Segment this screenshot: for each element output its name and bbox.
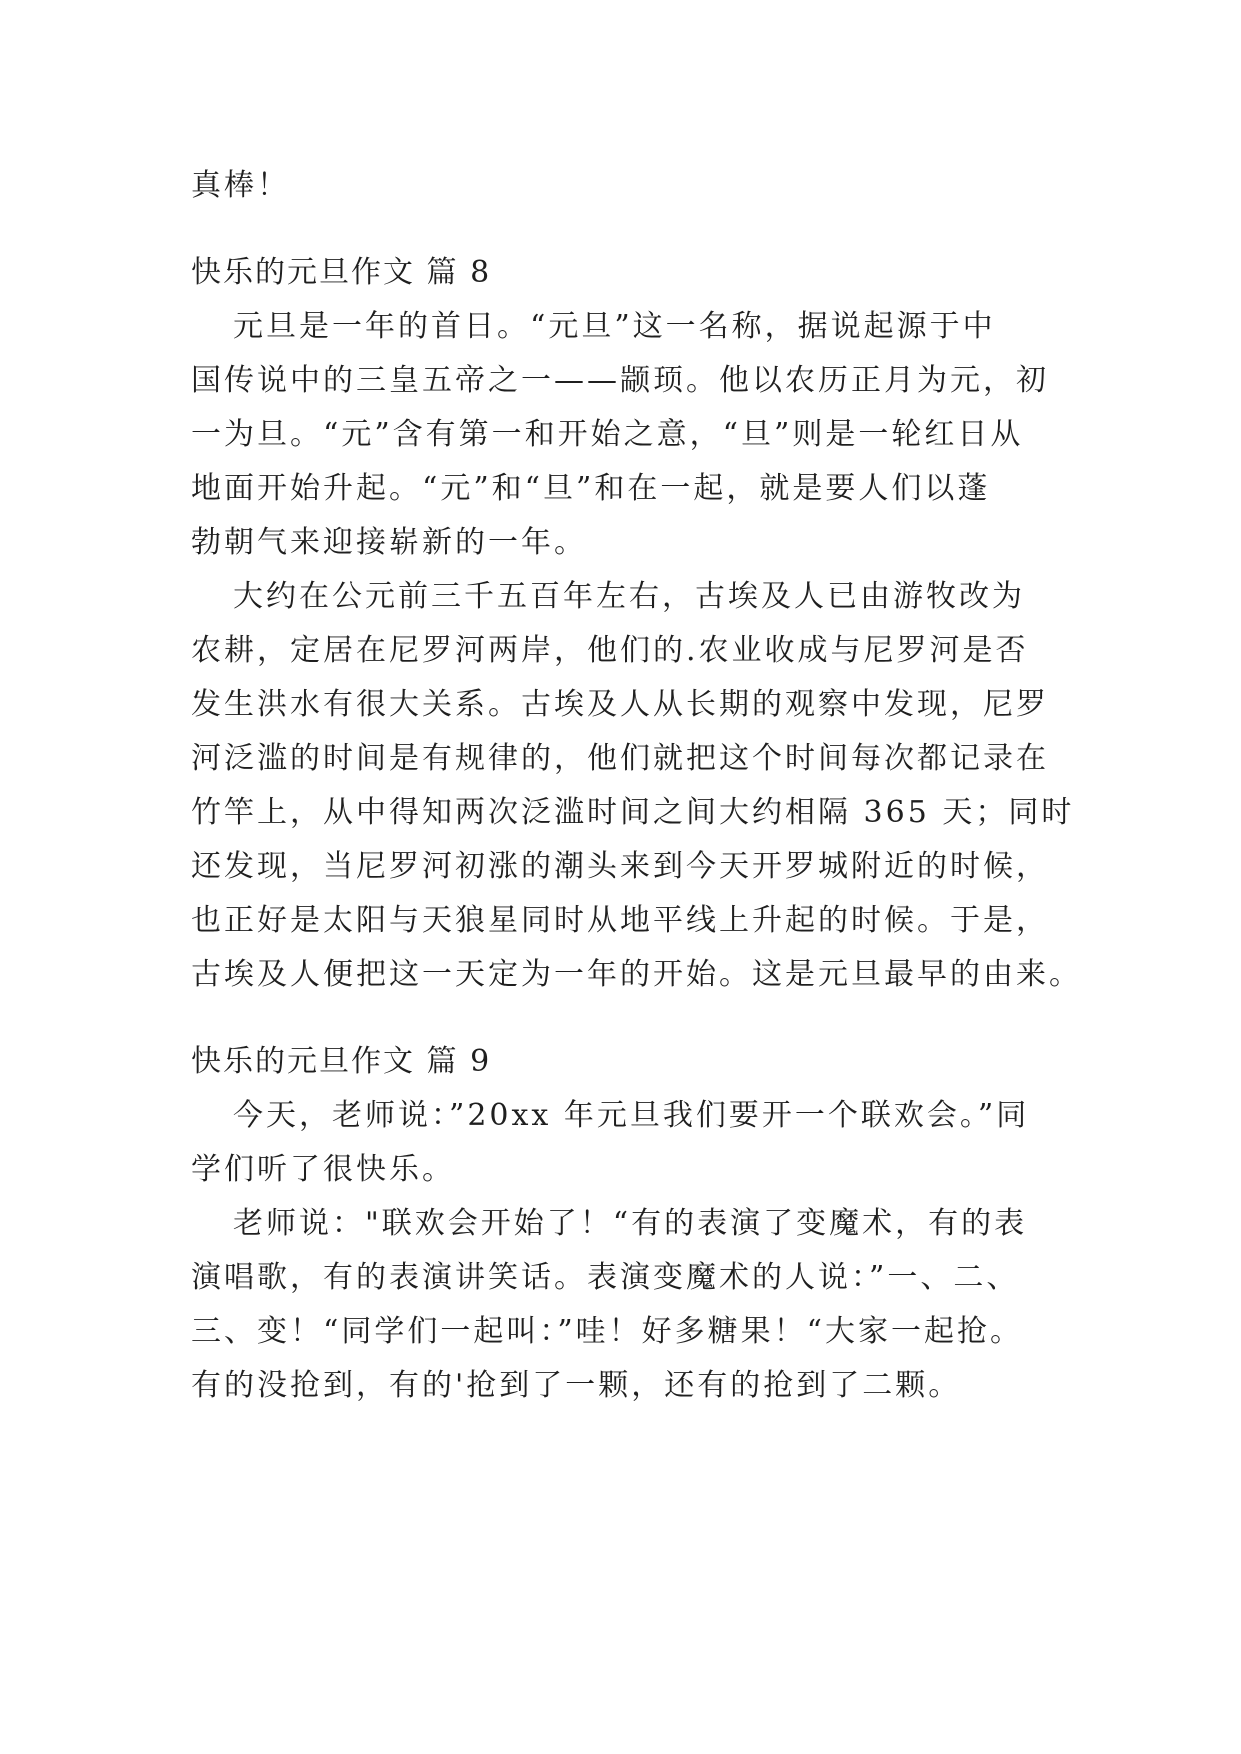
s8-p2-line-4: 河泛滥的时间是有规律的，他们就把这个时间每次都记录在 <box>191 741 1049 776</box>
s8-p2-line-3: 发生洪水有很大关系。古埃及人从长期的观察中发现，尼罗 <box>191 687 1049 722</box>
s8-p1-line-1: 元旦是一年的首日。“元旦”这一名称，据说起源于中 <box>233 309 996 344</box>
s8-p2-line-8: 古埃及人便把这一天定为一年的开始。这是元旦最早的由来。 <box>191 957 1082 992</box>
prev-ending-text: 真棒！ <box>191 168 290 203</box>
s8-p2-line-6: 还发现，当尼罗河初涨的潮头来到今天开罗城附近的时候， <box>191 849 1049 884</box>
s8-p1-line-5: 勃朝气来迎接崭新的一年。 <box>191 525 587 560</box>
s9-p2-line-4: 有的没抢到，有的'抢到了一颗，还有的抢到了二颗。 <box>191 1368 962 1403</box>
s8-p1-line-4: 地面开始升起。“元”和“旦”和在一起，就是要人们以蓬 <box>191 471 991 506</box>
section-8-heading: 快乐的元旦作文 篇 8 <box>191 255 492 290</box>
s9-p2-line-1: 老师说："联欢会开始了！“有的表演了变魔术，有的表 <box>233 1206 1028 1241</box>
s8-p2-line-5: 竹竿上，从中得知两次泛滥时间之间大约相隔 365 天；同时 <box>191 795 1075 830</box>
s8-p2-line-1: 大约在公元前三千五百年左右，古埃及人已由游牧改为 <box>233 579 1025 614</box>
s8-p1-line-3: 一为旦。“元”含有第一和开始之意，“旦”则是一轮红日从 <box>191 417 1024 452</box>
s9-p2-line-3: 三、变！“同学们一起叫：”哇！好多糖果！“大家一起抢。 <box>191 1314 1024 1349</box>
s8-p2-line-7: 也正好是太阳与天狼星同时从地平线上升起的时候。于是， <box>191 903 1049 938</box>
s9-p1-line-2: 学们听了很快乐。 <box>191 1152 455 1187</box>
s9-p1-line-1: 今天，老师说：”20xx 年元旦我们要开一个联欢会。”同 <box>233 1098 1030 1133</box>
s9-p2-line-2: 演唱歌，有的表演讲笑话。表演变魔术的人说：”一、二、 <box>191 1260 1020 1295</box>
s8-p1-line-2: 国传说中的三皇五帝之一——颛顼。他以农历正月为元，初 <box>191 363 1049 398</box>
s8-p2-line-2: 农耕，定居在尼罗河两岸，他们的.农业收成与尼罗河是否 <box>191 633 1029 668</box>
section-9-heading: 快乐的元旦作文 篇 9 <box>191 1044 492 1079</box>
